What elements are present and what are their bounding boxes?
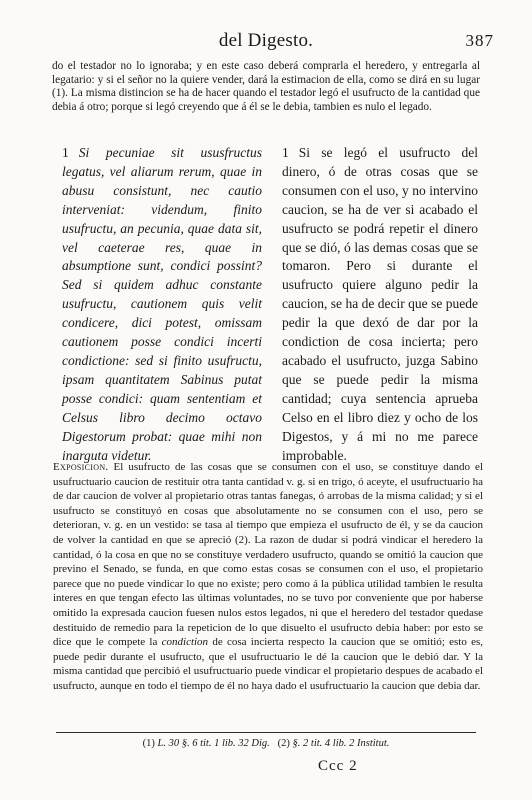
exposition-italic-term: condiction [161, 636, 209, 649]
latin-text-column [62, 144, 262, 465]
exposition-paragraph [53, 460, 483, 694]
footnote-2-text: §. 2 tit. 4 lib. 2 Institut. [292, 738, 390, 749]
signature-mark: Ccc 2 [318, 758, 358, 774]
latin-paragraph-number: 1 [62, 145, 69, 160]
latin-paragraph-text: Si pecuniae sit ususfructus legatus, vel aliarum rerum, quae in abusu consistunt, nec cautio interveniat: videndum, finito usufructu, an pecunia, quae data sit, vel caeterae res, quae in absumptione sunt, condici possint? Sed si quidem adhuc constante usufructu, cautionem quis velit condicere, dici potest, omissam cautionem posse condici incerti condictione: sed si finito usufructu, ipsam quantitatem Sabinus putat posse condici: quam sententiam et Celsus libro decimo octavo Digestorum probat: quae mihi non inarguta videtur. [62, 145, 262, 463]
footnote-1-text: L. 30 §. 6 tit. 1 lib. 32 Dig. [157, 738, 270, 749]
footnote-divider [56, 732, 476, 733]
spanish-text-column [282, 144, 478, 465]
running-title: del Digesto. [218, 30, 314, 51]
spanish-paragraph-number: 1 [282, 145, 289, 160]
exposition-heading: Exposicion. [53, 461, 109, 473]
running-head [0, 30, 532, 58]
footnote-2-mark: (2) [277, 738, 290, 749]
footnote-1-mark: (1) [142, 738, 155, 749]
footnotes [0, 738, 532, 749]
spanish-paragraph-text: Si se legó el usufructo del dinero, ó de otras cosas que se consumen con el uso, y no intervino caucion, se ha de ver si acabado el usufructo se podrá repetir el dinero que se dió, ó las demas cosas que se tomaron. Pero si durante el usufructo quiere alguno pedir la caucion, se ha de decir que se puede pedir la que dexó de dar por la condiction de cosa incierta; pero acabado el usufructo, juzga Sabino que se puede pedir la misma cantidad; cuya sentencia aprueba Celso en el libro diez y ocho de los Digestos, y á mi no me parece improbable. [282, 145, 478, 463]
page-number: 387 [465, 31, 494, 50]
continued-paragraph: do el testador no lo ignoraba; y en este caso deberá comprarla el heredero, y entregarla al legatario: y si el señor no la quiere vender, dará la estimacion de ella, como se dirá en su lugar (1). La misma distincion se ha de hacer quando el testador legó el usufructo de la cantidad que debia á otro; porque si legó creyendo que á él se le debia, tambien es nulo el legado. [52, 60, 480, 113]
exposition-text-part-2: de cosa incierta respecto la caucion que se omitió; esto es, puede pedir durante el usufructo, que el usufructuario le dé la caucion que le debió dar. Y la misma cantidad que percibió el usufructuario puede vindicar el propietario despues de acabado el usufructo, aunque en todo el tiempo de él no haya dado el usufructuario la caucion que debia dar. [53, 636, 484, 692]
exposition-text-part-1: El usufructo de las cosas que se consumen con el uso, se constituye dando el usufructuario caucion de restituir otra tanta cantidad v. g. si en trigo, ó aceyte, el usufructuario ha de dar caucion de volver al propietario otras tantas fanegas, ó arrobas de la misma calidad; y si el usufructo se constituyó en cosas que absolutamente no se consumen con el uso, pero se deterioran, v. g. en un vestido: se tasa al tiempo que empieza el usufructo de él, y se da caucion de volver la cantidad en que se apreció (2). La razon de dudar si podrá vindicar el heredero la cantidad, ó la cosa en que no se constituye verdadero usufructo, quando se omitió la caucion que previno el Senado, se funda, en que como estas cosas se consumen con el uso, el propietario parece que no puede vindicar lo que no existe; pero como á la pública utilidad tambien le resulta interes en que tengan efecto las últimas voluntades, no se tuvo por conveniente que por haberse omitido la expresada caucion fuesen nulos estos legados, ni que el heredero del testador quedase destituido de remedio para la repeticion de lo que disuelto el usufructo debia haber: por esto se dice que le compete la [53, 461, 483, 649]
